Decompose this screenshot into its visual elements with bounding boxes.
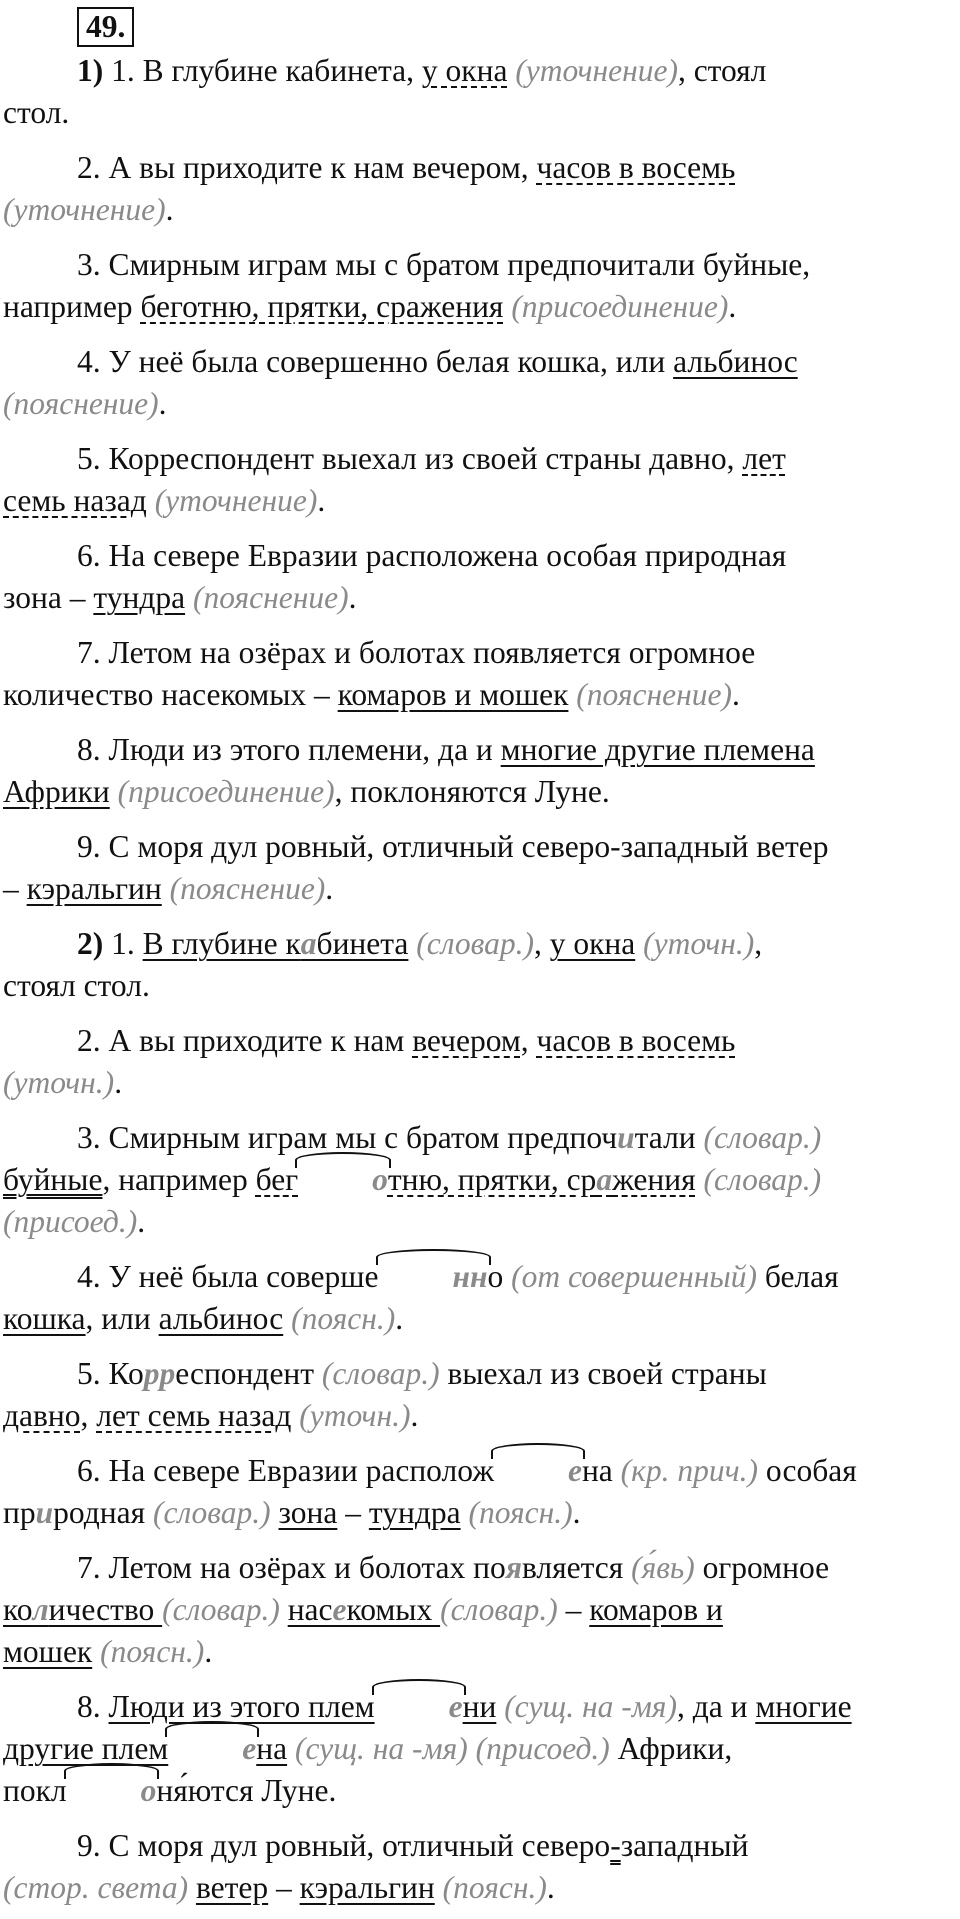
exercise-number: 49. xyxy=(77,7,134,47)
annotation: (присоед.) xyxy=(3,1204,138,1239)
annotation: (поясн.) xyxy=(468,1495,573,1530)
annotation: (я́вь) xyxy=(631,1550,695,1585)
annotation: (стор. света) xyxy=(3,1870,189,1905)
highlighted-letter: я xyxy=(505,1550,522,1585)
annotation: (поясн.) xyxy=(442,1870,547,1905)
annotation: (присоед.) xyxy=(475,1731,610,1766)
annotation: (уточнение) xyxy=(515,53,678,88)
sentence-1-6: 6. На севере Евразии расположена особая природная зона – тундра (пояснение). xyxy=(3,538,787,615)
annotation: (поясн.) xyxy=(100,1634,205,1669)
annotation: (словар.) xyxy=(703,1162,822,1197)
highlighted-letter: а xyxy=(596,1162,613,1197)
sentence-2-2: 2. А вы приходите к нам вечером, часов в восемь (уточн.). xyxy=(3,1023,736,1100)
annotation: (присоединение) xyxy=(117,774,335,809)
highlighted-letter: и xyxy=(617,1120,635,1155)
annotation: (сущ. на -мя) xyxy=(294,1731,468,1766)
highlighted-letter: о xyxy=(67,1770,157,1812)
sentence-1-9: 9. С моря дул ровный, отличный северо-западный ветер – кэральгин (пояснение). xyxy=(3,829,829,906)
highlighted-letter: е xyxy=(332,1592,347,1627)
annotation: (уточн.) xyxy=(3,1065,115,1100)
highlighted-letter: а xyxy=(300,926,317,961)
highlighted-letter: и xyxy=(35,1495,54,1530)
highlighted-letter: л xyxy=(32,1592,49,1627)
annotation: (словар.) xyxy=(152,1495,271,1530)
sentence-2-3: 3. Смирным играм мы с братом предпочитали (словар.) буйные, например бег отню, прятки, сражения (словар.) (присоед.). xyxy=(3,1120,822,1239)
annotation: (уточн.) xyxy=(643,926,755,961)
annotation: (словар.) xyxy=(703,1120,822,1155)
annotation: (словар.) xyxy=(440,1592,558,1627)
annotation: (уточнение) xyxy=(154,483,318,518)
sentence-1-7: 7. Летом на озёрах и болотах появляется огромное количество насекомых – комаров и мошек (пояснение). xyxy=(3,635,756,712)
annotation: (пояснение) xyxy=(3,386,159,421)
highlighted-letter: е xyxy=(375,1686,463,1728)
sentence-2-9: 9. С моря дул ровный, отличный северо-западный (стор. света) ветер – кэральгин (поясн.). xyxy=(3,1828,749,1905)
highlighted-letter: е xyxy=(494,1450,582,1492)
sentence-2-1: 2) 1. В глубине кабинета (словар.), у окна (уточн.), стоял стол. xyxy=(3,926,763,1003)
highlighted-letter: нн xyxy=(379,1256,488,1298)
sentence-1-2: 2. А вы приходите к нам вечером, часов в восемь (уточнение). xyxy=(3,150,736,227)
highlighted-letter: о xyxy=(298,1159,388,1201)
highlighted-letter: е xyxy=(168,1728,256,1770)
sentence-1-4: 4. У неё была совершенно белая кошка, или альбинос (пояснение). xyxy=(3,344,798,421)
annotation: (уточнение) xyxy=(3,192,166,227)
annotation: (словар.) xyxy=(321,1356,440,1391)
annotation: (словар.) xyxy=(416,926,534,961)
sentence-2-8: 8. Люди из этого плем ени (сущ. на -мя), да и многие другие плем ена (сущ. на -мя) (присоед.) Африки, покл оня́ются Луне. xyxy=(3,1686,960,1812)
annotation: (уточн.) xyxy=(299,1398,411,1433)
sentence-2-5: 5. Корреспондент (словар.) выехал из своей страны давно, лет семь назад (уточн.). xyxy=(3,1356,767,1433)
sentence-1-1: 1) 1. В глубине кабинета, у окна (уточнение), стоял стол. xyxy=(3,53,767,130)
highlighted-letter: рр xyxy=(143,1356,176,1391)
part-label: 1) xyxy=(77,53,104,88)
annotation: (присоединение) xyxy=(511,289,729,324)
part-label: 2) xyxy=(77,926,104,961)
annotation: (пояснение) xyxy=(169,871,326,906)
annotation: (словар.) xyxy=(162,1592,280,1627)
sentence-2-4: 4. У неё была соверше нно (от совершенный) белая кошка, или альбинос (поясн.). xyxy=(3,1256,960,1340)
annotation: (пояснение) xyxy=(576,677,732,712)
annotation: (сущ. на -мя) xyxy=(504,1689,677,1724)
sentence-2-7: 7. Летом на озёрах и болотах появляется (я́вь) огромное количество (словар.) насекомых (словар.) – комаров и мошек (поясн.). xyxy=(3,1550,830,1669)
sentence-1-8: 8. Люди из этого племени, да и многие другие племена Африки (присоединение), поклоняются Луне. xyxy=(3,732,815,809)
annotation: (кр. прич.) xyxy=(620,1453,759,1488)
sentence-1-3: 3. Смирным играм мы с братом предпочитали буйные, например беготню, прятки, сражения (присоединение). xyxy=(3,247,811,324)
annotation: (поясн.) xyxy=(291,1301,396,1336)
annotation: (от совершенный) xyxy=(511,1259,757,1294)
highlighted-letter: - xyxy=(610,1828,621,1863)
sentence-1-5: 5. Корреспондент выехал из своей страны давно, лет семь назад (уточнение). xyxy=(3,441,786,518)
sentence-2-6: 6. На севере Евразии располож ена (кр. прич.) особая природная (словар.) зона – тундра (поясн.). xyxy=(3,1450,960,1534)
annotation: (пояснение) xyxy=(192,580,349,615)
